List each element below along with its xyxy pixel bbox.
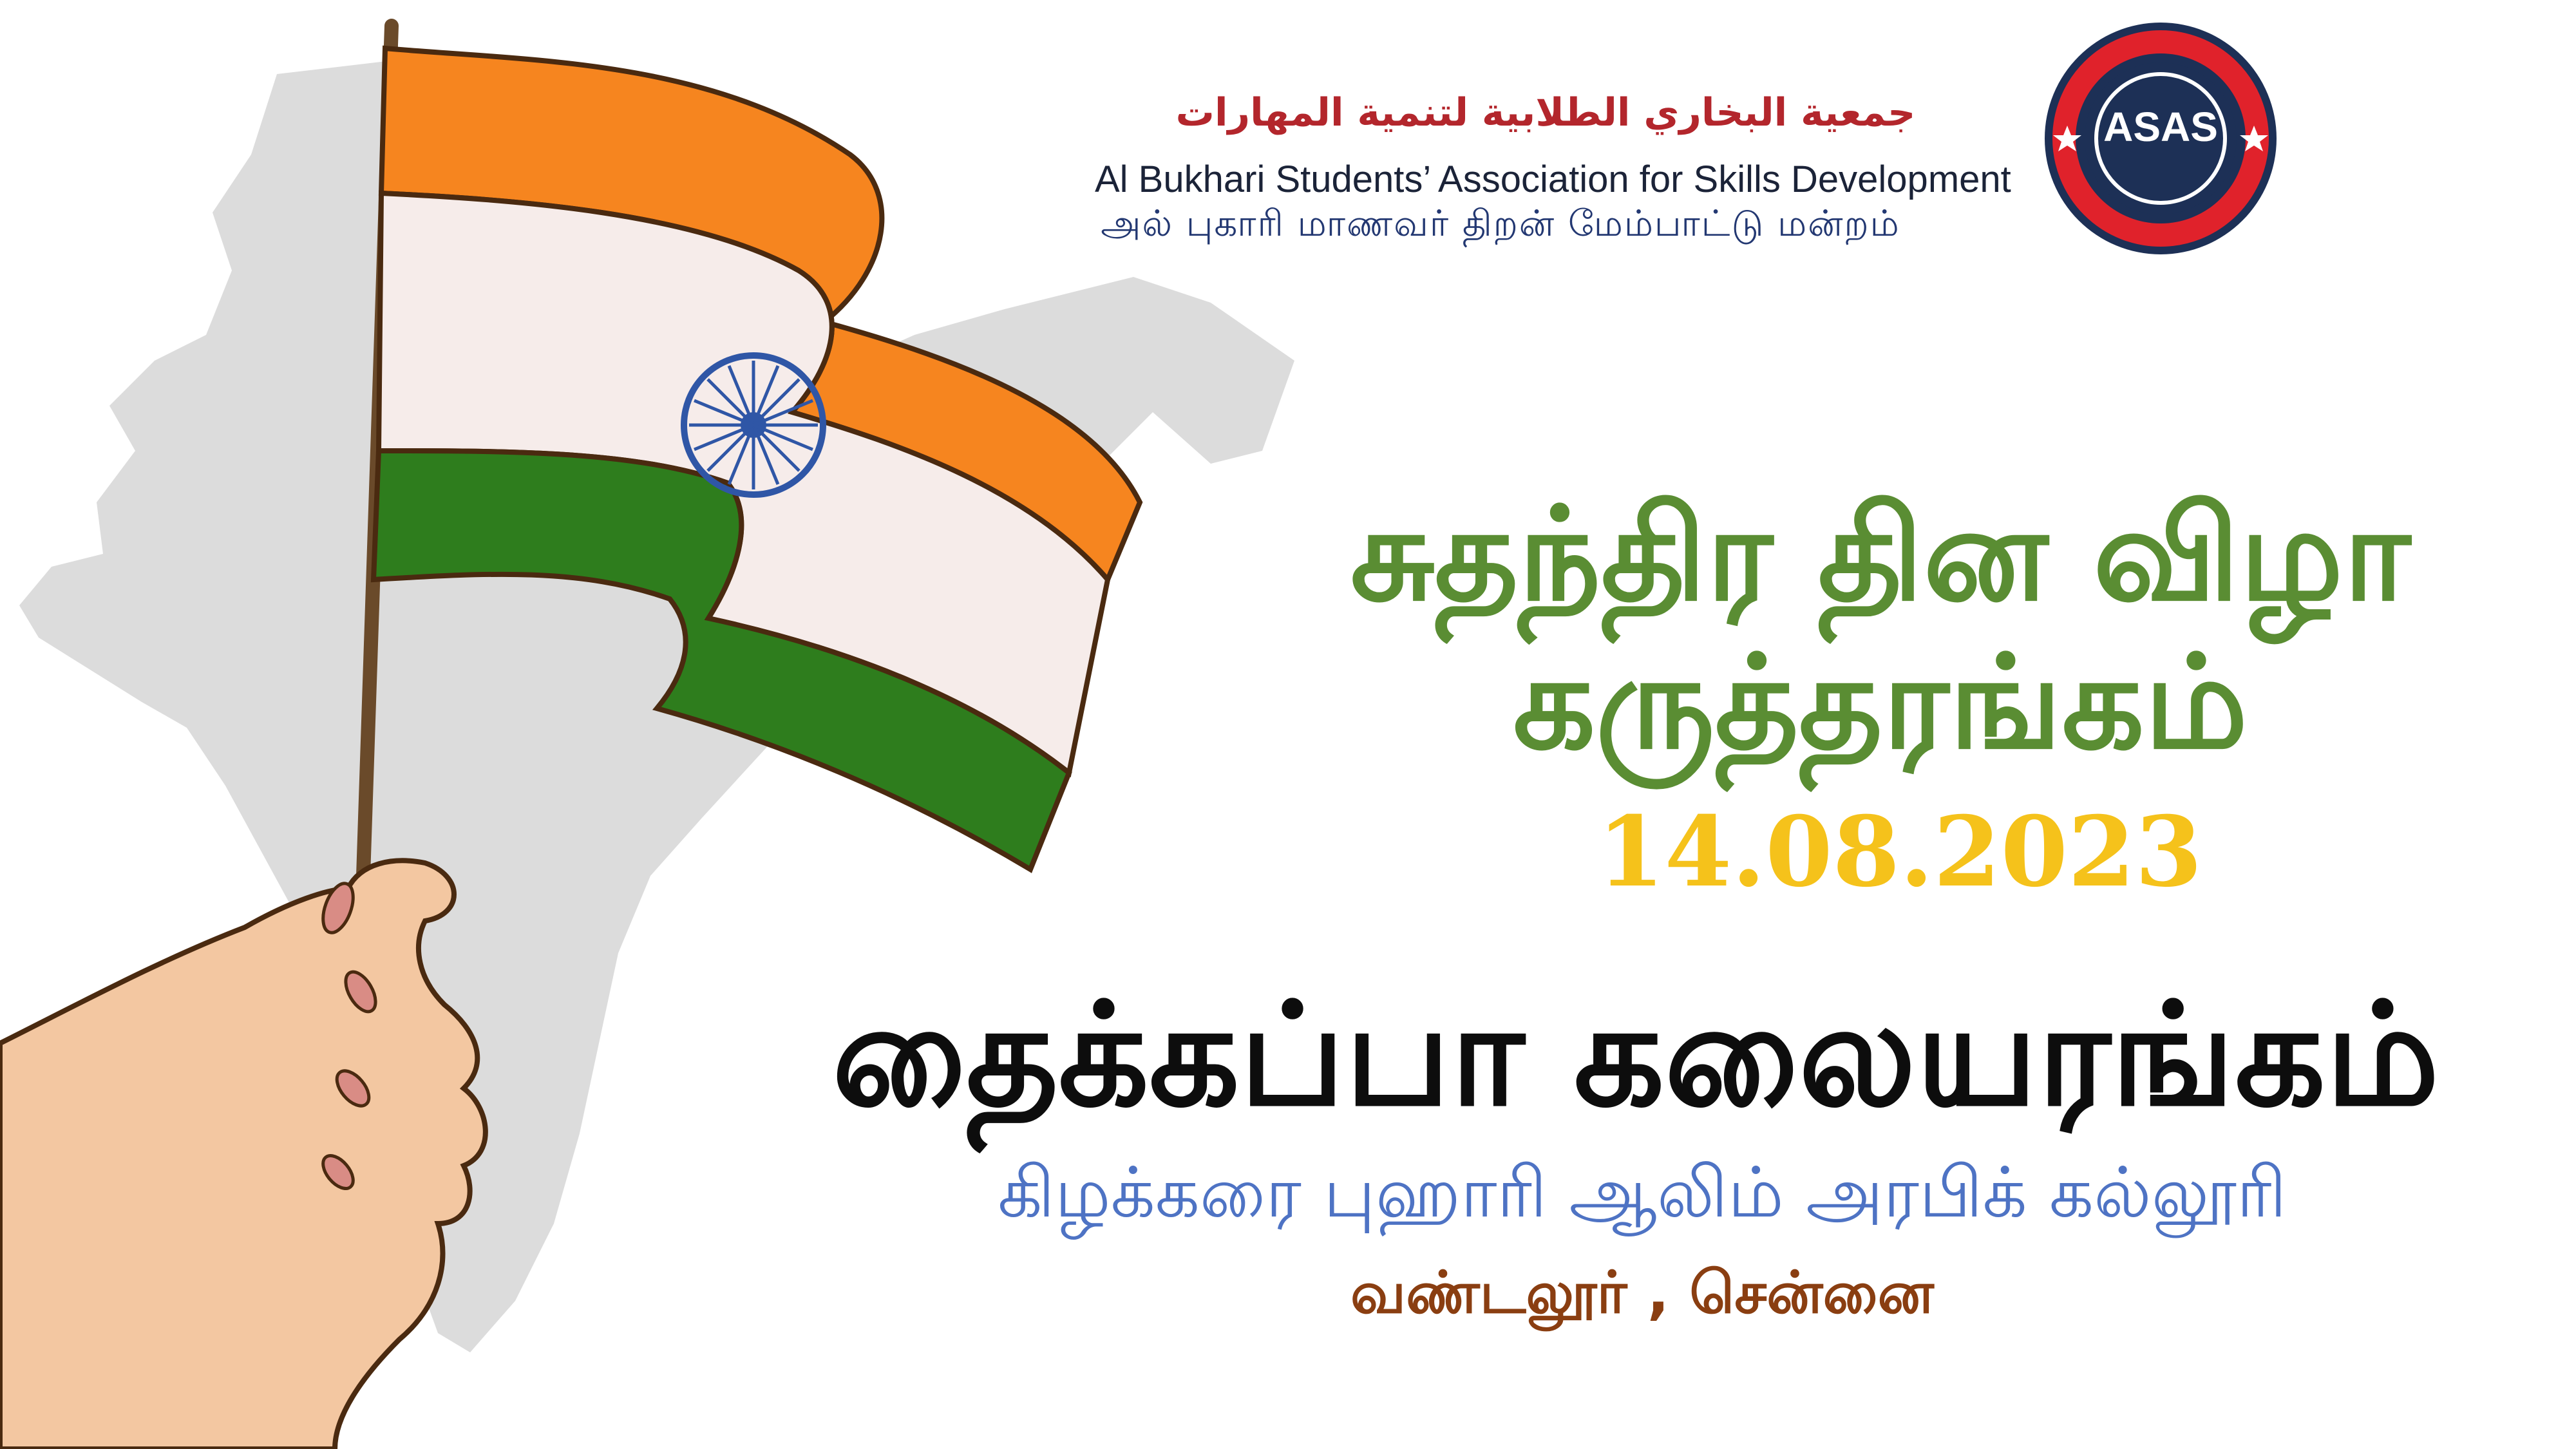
event-title-line1: சுதந்திர தின விழா <box>1350 480 2411 630</box>
org-name-tamil: அல் புகாரி மாணவர் திறன் மேம்பாட்டு மன்றம் <box>1101 203 1900 245</box>
ashoka-chakra <box>684 355 823 495</box>
org-name-english: Al Bukhari Students’ Association for Skills Development <box>1095 158 2011 200</box>
college-name: கிழக்கரை புஹாரி ஆலிம் அரபிக் கல்லூரி <box>998 1153 2287 1233</box>
event-date: 14.08.2023 <box>1597 795 2202 909</box>
venue-location: வண்டலூர் , சென்னை <box>1350 1259 1934 1327</box>
logo-abbreviation: ASAS <box>2103 104 2218 150</box>
org-name-arabic: جمعية البخاري الطلابية لتنمية المهارات <box>1175 90 1916 135</box>
hand <box>0 860 486 1449</box>
event-title-line2: கருத்தரங்கம் <box>1513 628 2248 778</box>
venue-hall: தைக்கப்பா கலையரங்கம் <box>831 972 2440 1137</box>
